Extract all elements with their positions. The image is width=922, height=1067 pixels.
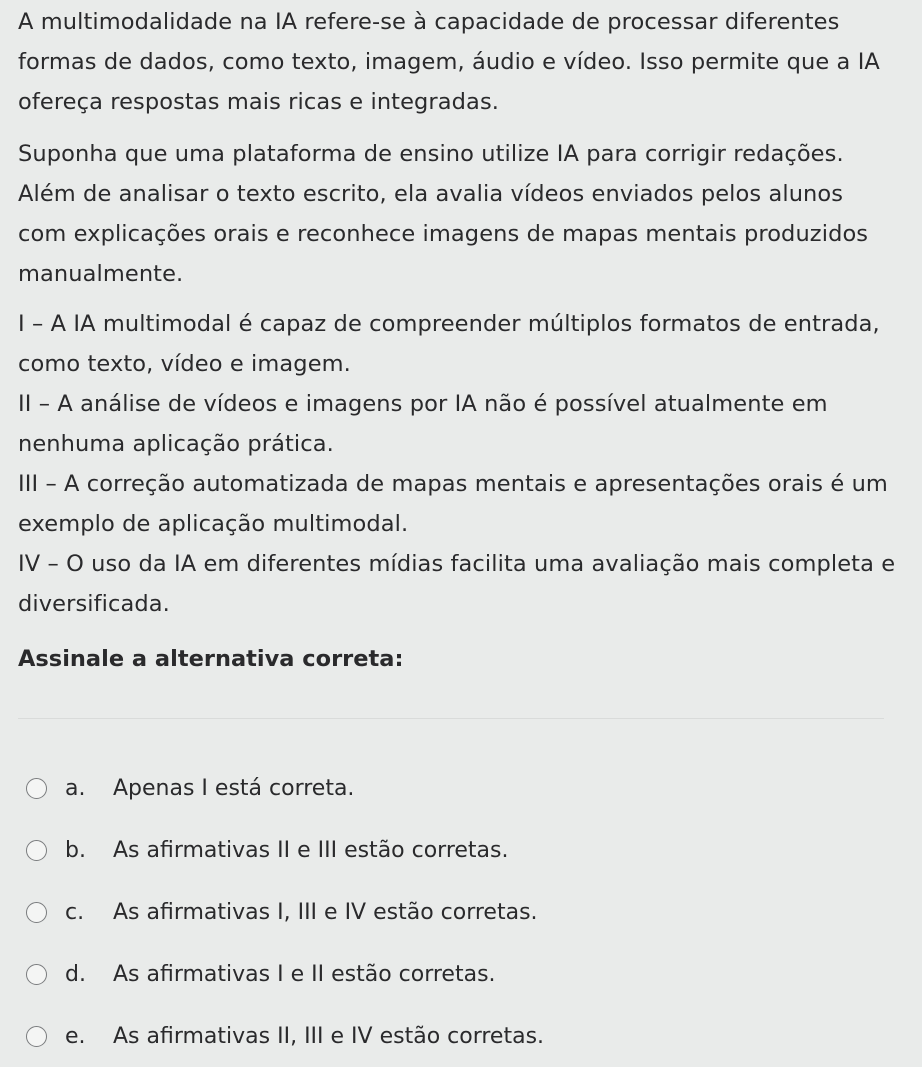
option-a[interactable] [26,758,886,820]
option-c[interactable] [26,882,886,944]
option-letter: c. [65,899,85,925]
statement-list [18,304,898,624]
option-b-radio[interactable] [26,840,47,861]
statement-2: II – A análise de vídeos e imagens por IA não é possível atualmente em nenhuma aplicação prática. [18,391,828,457]
option-letter: e. [65,1023,86,1049]
answer-options [26,758,886,1067]
option-letter: b. [65,838,86,864]
statement-4: IV – O uso da IA em diferentes mídias facilita uma avaliação mais completa e diversificada. [18,551,896,617]
option-c-radio[interactable] [26,902,47,923]
option-e-radio[interactable] [26,1026,47,1047]
option-text: As afirmativas II e III estão corretas. [113,838,509,864]
option-d[interactable] [26,943,886,1005]
option-b[interactable] [26,820,886,882]
option-text: As afirmativas II, III e IV estão corretas. [113,1023,545,1049]
option-text: Apenas I está correta. [113,776,355,802]
statement-3: III – A correção automatizada de mapas mentais e apresentações orais é um exemplo de aplicação multimodal. [18,471,888,537]
divider [18,718,884,719]
answer-instruction: Assinale a alternativa correta: [18,646,404,672]
question-scenario: Suponha que uma plataforma de ensino utilize IA para corrigir redações. Além de analisar o texto escrito, ela avalia vídeos enviados pelos alunos com explicações orais e reconhece imagens de mapas mentais produzidos manualmente. [18,141,869,287]
option-a-radio[interactable] [26,778,47,799]
option-text: As afirmativas I, III e IV estão corretas. [113,899,538,925]
option-letter: a. [65,776,86,802]
option-letter: d. [65,961,86,987]
option-text: As afirmativas I e II estão corretas. [113,961,496,987]
question-intro: A multimodalidade na IA refere-se à capacidade de processar diferentes formas de dados, como texto, imagem, áudio e vídeo. Isso permite que a IA ofereça respostas mais ricas e integradas. [18,9,880,115]
option-d-radio[interactable] [26,964,47,985]
option-e[interactable] [26,1005,886,1067]
statement-1: I – A IA multimodal é capaz de compreender múltiplos formatos de entrada, como texto, vídeo e imagem. [18,311,880,377]
